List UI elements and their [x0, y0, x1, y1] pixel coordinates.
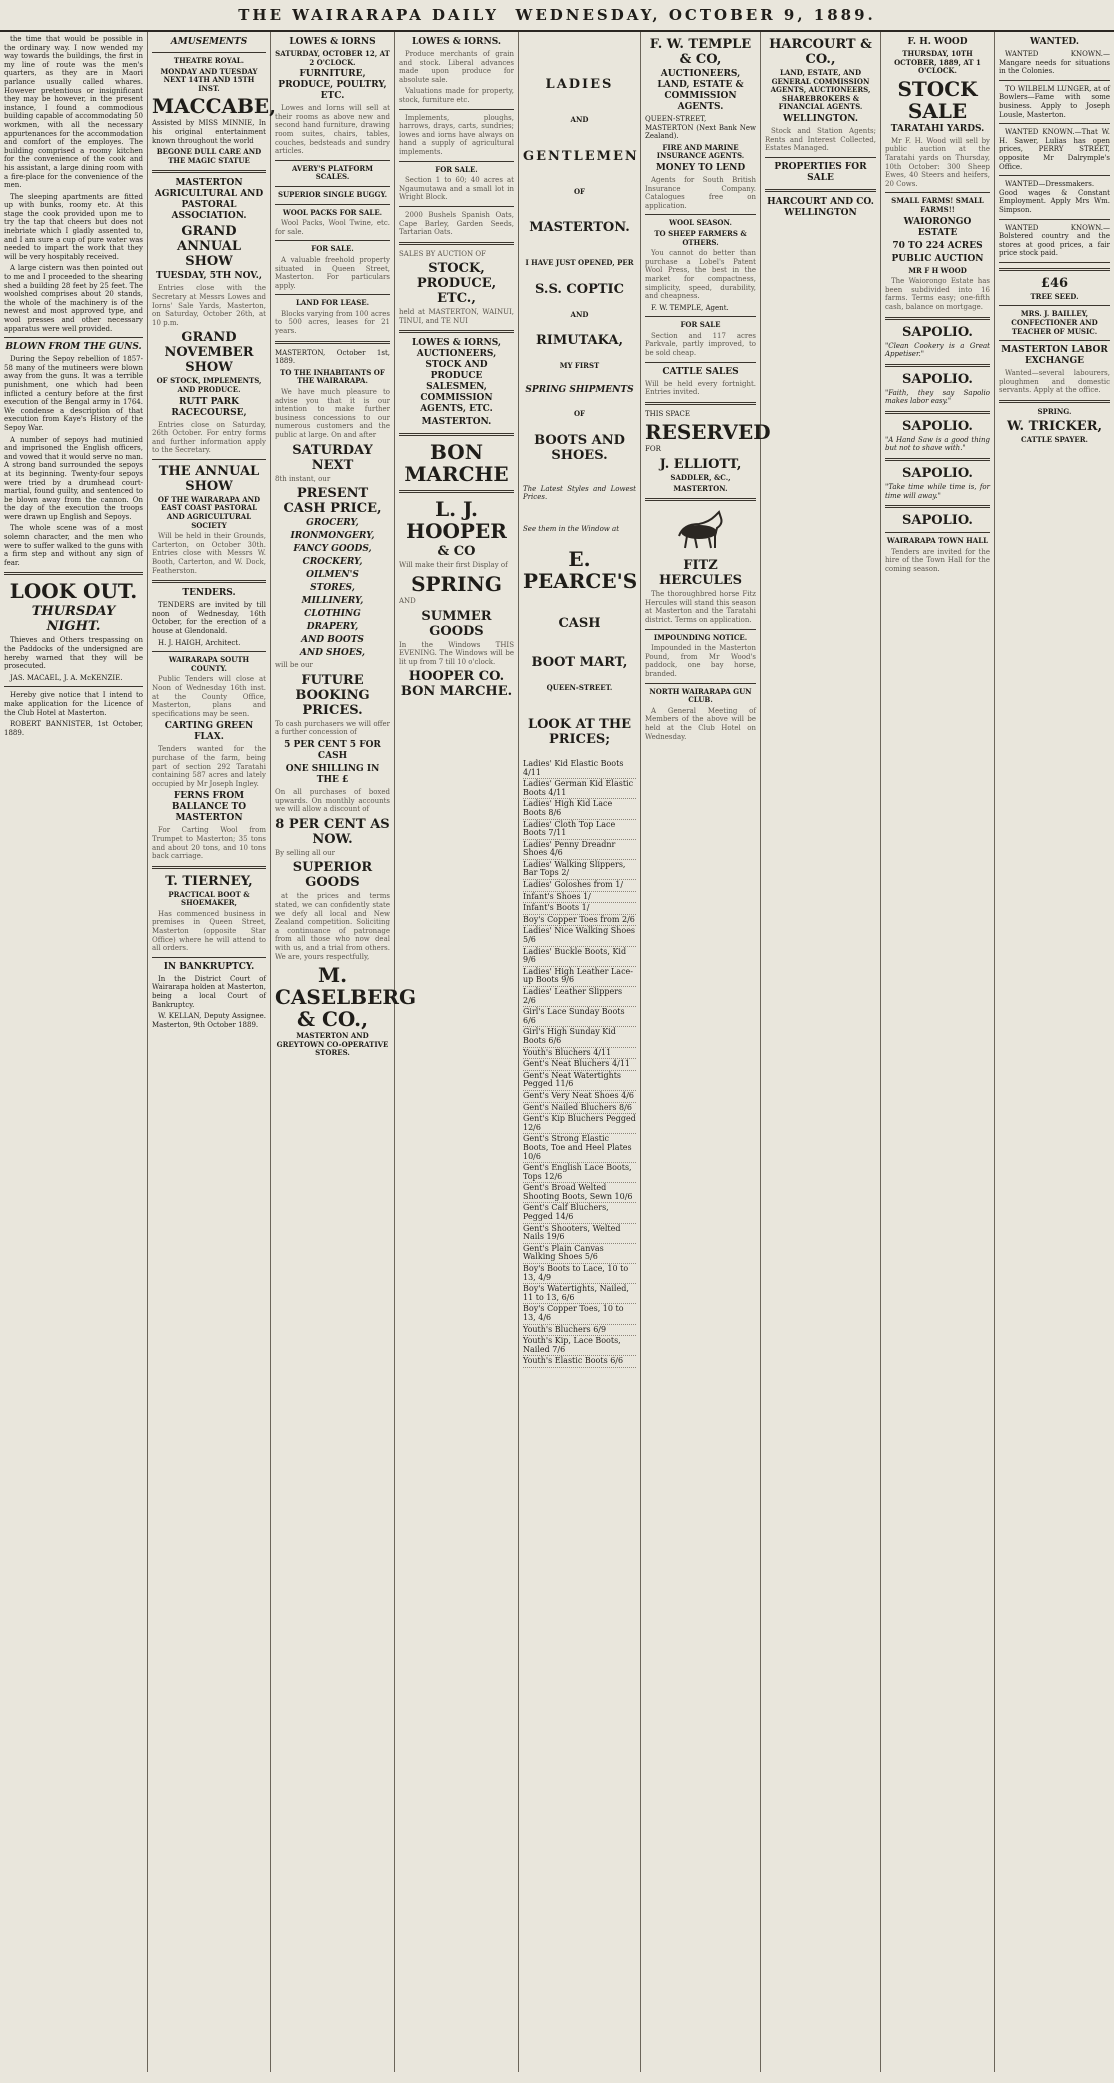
masthead	[0, 0, 1114, 32]
price-item: Infant's Shoes 1/	[523, 892, 636, 904]
column-8: F. H. WOOD THURSDAY, 10TH OCTOBER, 1889, AT 1 O'CLOCK. STOCK SALE TARATAHI YARDS. Mr F. H. Wood will sell by public auction at the Taratahi yards on Thursday, 10th October: 300 Sheep Ewes, 40 Steers and heifers, 20 Cows. SMALL FARMS! SMALL FARMS!! WAIORONGO ESTATE 70 TO 224 ACRES PUBLIC AUCTION MR F H WOOD The Waiorongo Estate has been subdivided into 16 farms. Terms easy; one-fifth cash, balance on mortgage. SAPOLIO. "Clean Cookery is a Great Appetiser." SAPOLIO. "Faith, they say Sapolio makes labor easy." SAPOLIO. "A Hand Saw is a good thing but not to shave with." SAPOLIO. "Take time while time is, for time will away." SAPOLIO. WAIRARAPA TOWN HALL Tenders are invited for the hire of the Town Hall for the coming season.	[881, 32, 995, 2072]
stock-produce: STOCK, PRODUCE, ETC.,	[416, 261, 497, 307]
money-lend: MONEY TO LEND	[655, 162, 746, 173]
wood-mr: MR F H WOOD	[908, 265, 967, 275]
impounding: IMPOUNDING NOTICE.	[653, 632, 748, 642]
article-woolshed	[4, 35, 143, 333]
and-2: AND	[570, 309, 589, 319]
and-1: AND	[570, 115, 589, 124]
tierney-sub: PRACTICAL BOOT & SHOEMAKER,	[168, 889, 250, 908]
paragraph: A number of sepoys had mutinied and imprisoned the English officers, and vowed that it would serve no man. A strong band surrounded the sepoys at its beginning. Twenty-four sepoys were tried by a drumhead court-martial, found guilty, and sentenced to be blown away from the cannon. On the day of the execution the troops were drawn up English and Sepoys.	[4, 435, 143, 521]
price-item: Gent's Calf Bluchers, Pegged 14/6	[523, 1203, 636, 1223]
paragraph: The sleeping apartments are fitted up with bunks, roomy etc. At this stage the cook provided upon me to try the tap that cheers but does not inebriate which I gladly assented to, and I am sure a cup of pure water was needed to impart the work that they will be very hospitably received.	[4, 192, 143, 261]
look-prices: LOOK AT THE PRICES;	[527, 716, 632, 747]
rutt-park: RUTT PARK RACECOURSE,	[171, 396, 247, 418]
caselberg-sub: MASTERTON AND GREYTOWN CO-OPERATIVE STORES.	[276, 1031, 389, 1058]
maccabe-acts: BEGONE DULL CARE AND THE MAGIC STATUE	[156, 147, 262, 165]
cash: CASH	[558, 616, 601, 632]
goods-item: AND SHOES,	[299, 648, 366, 659]
goods-item: MILLINERY,	[301, 596, 364, 607]
temple-title: F. W. TEMPLE & CO,	[649, 37, 752, 67]
price-item: Youth's Bluchers 6/9	[523, 1325, 636, 1337]
reserved-for: FOR	[645, 445, 661, 454]
queen-street: QUEEN-STREET.	[546, 683, 613, 693]
eight-per-cent: 8 PER CENT AS NOW.	[275, 816, 390, 847]
boots-and-shoes: BOOTS AND SHOES.	[534, 432, 625, 463]
wanted-item: WANTED—Dressmakers. Good wages & Constant Employment. Apply Mrs Wm. Simpson.	[999, 180, 1110, 214]
tree-seed: TREE SEED.	[1030, 291, 1079, 301]
wanted-list	[999, 50, 1110, 263]
column-4: LOWES & IORNS. Produce merchants of grain and stock. Liberal advances made upon produce for absolute sale. Valuations made for property, stock, furniture etc. Implements, ploughs, harrows, drays, carts, sundries; lowes and iorns have always on hand a supply of agricultural implements. FOR SALE. Section 1 to 60; 40 acres at Ngaumutawa and a small lot in Wright Block. 2000 Bushels Spanish Oats, Cape Barley, Garden Seeds, Tartarian Oats. SALES BY AUCTION OF STOCK, PRODUCE, ETC., held at MASTERTON, WAINUI, TINUI, and TE NUI LOWES & IORNS, AUCTIONEERS, STOCK AND PRODUCE SALESMEN, COMMISSION AGENTS, ETC. MASTERTON. BON MARCHE L. J. HOOPER & CO Will make their first Display of SPRING AND SUMMER GOODS In the Windows THIS EVENING. The Windows will be lit up from 7 till 10 o'clock. HOOPER CO. BON MARCHE.	[395, 32, 519, 2072]
paragraph: A large cistern was then pointed out to me and I proceeded to the shearing shed a building 28 feet by 25 feet. The woolshed comprises about 20 stands, the whole of the machinery is of the newest and most approved type, and wool presses and other necessary apparatus were well provided.	[4, 264, 143, 333]
hooper: L. J. HOOPER	[406, 497, 507, 544]
caselberg-title: M. CASELBERG & CO.,	[275, 963, 417, 1032]
price-item: Boy's Copper Toes, 10 to 13, 4/6	[523, 1304, 636, 1324]
show-date: TUESDAY, 5TH NOV.,	[156, 271, 262, 282]
price-46: £46	[1040, 275, 1069, 291]
sapolio-quote-3: "A Hand Saw is a good thing but not to shave with."	[885, 435, 990, 453]
annual-show: THE ANNUAL SHOW	[158, 463, 260, 494]
grand-november-sub: OF STOCK, IMPLEMENTS, AND PRODUCE.	[156, 376, 262, 394]
tenders-heading: TENDERS.	[182, 588, 236, 599]
superior-goods: SUPERIOR GOODS	[292, 860, 373, 891]
price-item: Ladies' Nice Walking Shoes 5/6	[523, 926, 636, 946]
price-item: Gent's English Lace Boots, Tops 12/6	[523, 1163, 636, 1183]
gentlemen: GENTLEMEN	[523, 148, 639, 164]
wanted-item: WANTED KNOWN.—Mangare needs for situations in the Colonies.	[999, 50, 1110, 76]
town-hall: WAIRARAPA TOWN HALL	[886, 536, 989, 546]
bankruptcy-heading: IN BANKRUPTCY.	[163, 961, 255, 972]
c5-masterton: MASTERTON.	[529, 220, 630, 236]
hooper-co: & CO	[437, 544, 476, 560]
fitz-hercules: FITZ HERCULES	[658, 558, 743, 589]
for-sale-c4: FOR SALE.	[435, 164, 478, 174]
hooper-foot: HOOPER CO. BON MARCHE.	[400, 669, 513, 700]
article-heading-blown: BLOWN FROM THE GUNS.	[5, 342, 142, 353]
ferns-heading: FERNS FROM BALLANCE TO MASTERTON	[171, 791, 247, 824]
acres: 70 TO 224 ACRES	[892, 240, 983, 251]
for-sale: FOR SALE.	[311, 244, 354, 254]
wanted-heading: WANTED.	[1030, 37, 1079, 47]
price-item: Boy's Watertights, Nailed, 11 to 13, 6/6	[523, 1284, 636, 1304]
price-item: Ladies' Leather Slippers 2/6	[523, 987, 636, 1007]
bon-marche: BON MARCHE	[404, 440, 509, 487]
latest-styles: The Latest Styles and Lowest Prices.	[523, 484, 636, 502]
carting-green-flax: CARTING GREEN FLAX.	[164, 721, 254, 743]
price-item: Boy's Copper Toes from 2/6	[523, 915, 636, 927]
future-booking-prices: FUTURE BOOKING PRICES.	[295, 672, 370, 718]
bankruptcy-text: In the District Court of Wairarapa holden at Masterton, being a local Court of Bankruptcy.	[152, 974, 266, 1009]
column-5	[519, 32, 641, 2072]
column-2: AMUSEMENTS THEATRE ROYAL. MONDAY AND TUESDAY NEXT 14TH AND 15TH INST. MACCABE, Assisted by MISS MINNIE, In his original entertainment known throughout the world BEGONE DULL CARE AND THE MAGIC STATUE MASTERTON AGRICULTURAL AND PASTORAL ASSOCIATION. GRAND ANNUAL SHOW TUESDAY, 5TH NOV., Entries close with the Secretary at Messrs Lowes and Iorns' Sale Yards, Masterton, on Saturday, October 26th, at 10 p.m. GRAND NOVEMBER SHOW OF STOCK, IMPLEMENTS, AND PRODUCE. RUTT PARK RACECOURSE, Entries close on Saturday, 26th October. For entry forms and further information apply to the Secretary. THE ANNUAL SHOW OF THE WAIRARAPA AND EAST COAST PASTORAL AND AGRICULTURAL SOCIETY Will be held in their Grounds, Carterton, on October 30th. Entries close with Messrs W. Booth, Carterton, and W. Dock, Featherston. TENDERS. TENDERS are invited by till noon of Wednesday, 16th October, for the erection of a house at Glendonald. H. J. HAIGH, Architect. WAIRARAPA SOUTH COUNTY. Public Tenders will close at Noon of Wednesday 16th inst. at the County Office, Masterton, plans and specifications may be seen. CARTING GREEN FLAX. Tenders wanted for the purchase of the farm, being part of section 292 Taratahi containing 587 acres and lately occupied by Mr Joseph Ingley. FERNS FROM BALLANCE TO MASTERTON For Carting Wool from Trumpet to Masterton; 35 tons and about 20 tons, and 10 tons back carriage. T. TIERNEY, PRACTICAL BOOT & SHOEMAKER, Has commenced business in premises in Queen Street, Masterton (opposite Star Office) where he will attend to all orders. IN BANKRUPTCY. In the District Court of Wairarapa holden at Masterton, being a local Court of Bankruptcy. W. KELLAN, Deputy Assignee. Masterton, 9th October 1889.	[148, 32, 271, 2072]
temple-address: QUEEN-STREET, MASTERTON (Next Bank New Zealand).	[645, 115, 756, 141]
reserved: RESERVED	[645, 420, 771, 445]
cattle-sales: CATTLE SALES	[662, 366, 739, 377]
price-item: Youth's Kip, Lace Boots, Nailed 7/6	[523, 1336, 636, 1356]
masterton-ag-society: MASTERTON AGRICULTURAL AND PASTORAL ASSOCIATION.	[154, 178, 264, 222]
saturday-next: SATURDAY NEXT	[292, 442, 373, 473]
price-item: Gent's Neat Bluchers 4/11	[523, 1059, 636, 1071]
bankruptcy-sign: W. KELLAN, Deputy Assignee. Masterton, 9th October 1889.	[152, 1012, 266, 1029]
wairarapa-south-county: WAIRARAPA SOUTH COUNTY.	[168, 655, 250, 673]
thursday: THURSDAY, 10TH OCTOBER, 1889, AT 1 O'CLOCK.	[894, 49, 981, 76]
goods-item: CROCKERY,	[302, 557, 363, 568]
grand-november-show: GRAND NOVEMBER SHOW	[164, 330, 254, 376]
lowes-iorns-c4: LOWES & IORNS.	[411, 37, 502, 47]
price-list	[523, 759, 636, 1368]
article-blown	[4, 355, 143, 567]
sapolio-quote-2: "Faith, they say Sapolio makes labor easy."	[885, 388, 990, 406]
boot-mart: BOOT MART,	[531, 655, 628, 671]
of: OF	[573, 186, 586, 196]
column-1	[0, 32, 148, 2072]
harcourt-title: HARCOURT & CO.,	[769, 37, 872, 67]
lookout-sign: JAS. MACAEL, J. A. McKENZIE.	[10, 673, 123, 682]
lookout-sub: THURSDAY NIGHT.	[31, 604, 116, 635]
opened: I HAVE JUST OPENED, PER	[525, 258, 634, 268]
lowes-auctioneers: LOWES & IORNS, AUCTIONEERS, STOCK AND PRODUCE SALESMEN, COMMISSION AGENTS, ETC.	[411, 338, 502, 415]
land-lease: LAND FOR LEASE.	[295, 298, 370, 308]
sapolio-2: SAPOLIO.	[902, 371, 973, 387]
public-auction: PUBLIC AUCTION	[891, 253, 984, 264]
sapolio-5: SAPOLIO.	[902, 513, 973, 529]
see-window: See them in the Window at	[523, 524, 620, 533]
sapolio-4: SAPOLIO.	[902, 466, 973, 482]
spring-shipments: SPRING SHIPMENTS	[525, 384, 634, 395]
price-item: Ladies' High Leather Lace-up Boots 9/6	[523, 967, 636, 987]
price-item: Gent's Kip Bluchers Pegged 12/6	[523, 1114, 636, 1134]
price-item: Gent's Nailed Bluchers 8/6	[523, 1103, 636, 1115]
wood-top: F. H. WOOD	[907, 37, 968, 47]
grand-annual-show: GRAND ANNUAL SHOW	[176, 224, 242, 270]
horse-illustration	[671, 506, 731, 554]
waiorongo: WAIORONGO ESTATE	[903, 216, 972, 238]
maccabe-title: MACCABE,	[152, 94, 277, 119]
sapolio-quote-4: "Take time while time is, for time will away."	[885, 483, 990, 500]
avery-scales: AVERY'S PLATFORM SCALES.	[292, 163, 373, 182]
price-item: Ladies' Walking Slippers, Bar Tops 2/	[523, 860, 636, 880]
price-item: Ladies' Kid Elastic Boots 4/11	[523, 759, 636, 779]
spring: SPRING	[411, 572, 502, 597]
saddler: SADDLER, &C.,	[670, 473, 731, 483]
price-item: Gent's Plain Canvas Walking Shoes 5/6	[523, 1244, 636, 1264]
column-7: HARCOURT & CO., LAND, ESTATE, AND GENERAL COMMISSION AGENTS, AUCTIONEERS, SHAREBROKERS & FINANCIAL AGENTS. WELLINGTON. Stock and Station Agents; Rents and Interest Collected, Estates Managed. PROPERTIES FOR SALE HARCOURT AND CO. WELLINGTON	[761, 32, 881, 2072]
one-shilling: ONE SHILLING IN THE £	[285, 763, 380, 785]
reserved-intro: THIS SPACE	[645, 409, 690, 418]
for-sale-c6: FOR SALE	[680, 320, 721, 330]
theatre-royal: THEATRE ROYAL.	[173, 56, 245, 65]
tricker-sub: CATTLE SPAYER.	[1021, 434, 1088, 444]
lookout-heading: LOOK OUT.	[9, 579, 138, 604]
tenders-text: TENDERS are invited by till noon of Wednesday, 16th October, for the erection of a house at Glendonald.	[152, 601, 266, 635]
taratahi-yards: TARATAHI YARDS.	[890, 123, 985, 134]
price-item: Infant's Boots 1/	[523, 903, 636, 915]
c4-masterton: MASTERTON.	[421, 417, 492, 428]
fire-marine: FIRE AND MARINE INSURANCE AGENTS.	[656, 142, 745, 161]
show-nights: MONDAY AND TUESDAY NEXT 14TH AND 15TH INST.	[160, 66, 258, 93]
stock-sale: STOCK SALE	[897, 76, 978, 123]
price-item: Ladies' Goloshes from 1/	[523, 880, 636, 892]
present-cash-price: PRESENT CASH PRICE,	[283, 486, 382, 517]
pearce: E. PEARCE'S	[523, 547, 638, 594]
saddler-loc: MASTERTON.	[673, 483, 728, 493]
price-item: Girl's High Sunday Kid Boots 6/6	[523, 1027, 636, 1047]
tierney-title: T. TIERNEY,	[165, 873, 253, 889]
wool-packs: WOOL PACKS FOR SALE.	[282, 207, 383, 217]
price-item: Girl's Lace Sunday Boots 6/6	[523, 1007, 636, 1027]
discount-five: 5 PER CENT 5 FOR CASH	[284, 739, 381, 761]
sapolio-quote-1: "Clean Cookery is a Great Appetiser."	[885, 341, 990, 359]
wanted-item: TO WILBELM LUNGER, at of Bowlers—Fame with some business. Apply to Joseph Lousle, Masterton.	[999, 84, 1110, 119]
c5-of: OF	[573, 408, 586, 418]
price-item: Ladies' Penny Dreadnr Shoes 4/6	[523, 840, 636, 860]
goods-item: IRONMONGERY,	[290, 531, 375, 542]
gun-club: NORTH WAIRARAPA GUN CLUB.	[649, 686, 752, 705]
wool-season: WOOL SEASON.	[669, 218, 732, 228]
price-item: Gent's Shooters, Welted Nails 19/6	[523, 1224, 636, 1244]
goods-item: AND BOOTS	[301, 635, 364, 646]
sapolio-1: SAPOLIO.	[902, 324, 973, 340]
licence-notice: Hereby give notice that I intend to make application for the Licence of the Club Hotel at Masterton.	[4, 691, 143, 717]
small-farms: SMALL FARMS! SMALL FARMS!!	[891, 196, 984, 214]
properties-for-sale: PROPERTIES FOR SALE	[774, 161, 867, 183]
sale-date: SATURDAY, OCTOBER 12, AT 2 O'CLOCK.	[275, 49, 390, 67]
price-item: Boy's Boots to Lace, 10 to 13, 4/9	[523, 1264, 636, 1284]
amusements-heading: AMUSEMENTS	[170, 37, 248, 47]
coptic: S.S. COPTIC	[535, 281, 624, 297]
harcourt-foot: HARCOURT AND CO. WELLINGTON	[767, 196, 874, 218]
goods-item: STORES,	[310, 583, 355, 594]
goods-item: OILMEN'S	[306, 570, 359, 581]
elliott: J. ELLIOTT,	[659, 457, 742, 473]
summer-goods: SUMMER GOODS	[421, 608, 492, 639]
date-line: MASTERTON, October 1st, 1889.	[275, 348, 390, 366]
temple-sign: F. W. TEMPLE, Agent.	[651, 303, 729, 312]
price-item: Gent's Strong Elastic Boots, Toe and Heel Plates 10/6	[523, 1134, 636, 1163]
goods-list	[275, 518, 390, 659]
labor-exchange: MASTERTON LABOR EXCHANGE	[1001, 345, 1108, 367]
goods-item: FANCY GOODS,	[293, 544, 372, 555]
harcourt-sub: LAND, ESTATE, AND GENERAL COMMISSION AGENTS, AUCTIONEERS, SHAREBROKERS & FINANCIAL AGENTS.	[770, 68, 871, 112]
ladies: LADIES	[545, 77, 614, 92]
paragraph: The whole scene was of a most solemn character, and the men who were to suffer walked to the guns with a firm step and without any sign of fear.	[4, 524, 143, 567]
price-item: Youth's Elastic Boots 6/6	[523, 1356, 636, 1368]
price-item: Ladies' High Kid Lace Boots 8/6	[523, 799, 636, 819]
tricker: W. TRICKER,	[1006, 418, 1103, 434]
harcourt-wellington: WELLINGTON.	[782, 113, 859, 124]
price-item: Ladies' German Kid Elastic Boots 4/11	[523, 779, 636, 799]
mrs-bailey: MRS. J. BAILLEY, CONFECTIONER AND TEACHER OF MUSIC.	[1011, 309, 1098, 336]
my-first: MY FIRST	[559, 361, 600, 371]
masthead-title: THE WAIRARAPA DAILY	[238, 6, 500, 24]
sapolio-3: SAPOLIO.	[902, 418, 973, 434]
paragraph: the time that would be possible in the ordinary way. I now wended my way towards the buildings, the first in my line of route was the men's quarters, as they are in Maori parlance usually called whares. However pretentious or insignificant they may be however, in the present instance, I found a commodious building capable of accommodating 50 workmen, with all the necessary appurtenances for the accommodation and comfort of the employes. The building comprised a roomy kitchen for the convenience of the cook and his assistant, a large dining room with a fire-place for the convenience of the men.	[4, 35, 143, 190]
annual-show-sub: OF THE WAIRARAPA AND EAST COAST PASTORAL AND AGRICULTURAL SOCIETY	[157, 494, 261, 530]
furniture-heading: FURNITURE, PRODUCE, POULTRY, ETC.	[278, 69, 387, 102]
maccabe-sub: Assisted by MISS MINNIE, In his original entertainment known throughout the world	[152, 119, 266, 145]
column-9: WANTED. WANTED KNOWN.—Mangare needs for situations in the Colonies. TO WILBELM LUNGER, at of Bowlers—Fame with some business. Apply to Joseph Lousle, Masterton. WANTED KNOWN.—That W. H. Sawer, Lulias has open prices, PERRY STREET, opposite Mr Dalrymple's Office. WANTED—Dressmakers. Good wages & Constant Employment. Apply Mrs Wm. Simpson. WANTED KNOWN.—Bolstered country and the stores at good prices, a fair price stock paid. £46 TREE SEED. MRS. J. BAILLEY, CONFECTIONER AND TEACHER OF MUSIC. MASTERTON LABOR EXCHANGE Wanted—several labourers, ploughmen and domestic servants. Apply at the office. SPRING. W. TRICKER, CATTLE SPAYER.	[999, 37, 1110, 444]
wanted-item: WANTED KNOWN.—Bolstered country and the stores at good prices, a fair price stock paid.	[999, 223, 1110, 258]
price-item: Ladies' Cloth Top Lace Boots 7/11	[523, 820, 636, 840]
lookout-text: Thieves and Others trespassing on the Paddocks of the undersigned are hereby warned that they will be prosecuted.	[4, 636, 143, 671]
to-inhabitants: TO THE INHABITANTS OF THE WAIRARAPA.	[280, 367, 385, 386]
spring-c9: SPRING.	[1037, 407, 1072, 417]
price-item: Gent's Broad Welted Shooting Boots, Sewn 10/6	[523, 1183, 636, 1203]
price-item: Ladies' Buckle Boots, Kid 9/6	[523, 947, 636, 967]
masthead-date: WEDNESDAY, OCTOBER 9, 1889.	[515, 6, 876, 24]
goods-item: CLOTHING	[304, 609, 361, 620]
goods-item: DRAPERY,	[306, 622, 359, 633]
temple-sub: AUCTIONEERS, LAND, ESTATE & COMMISSION AGENTS.	[657, 69, 744, 112]
rimutaka: RIMUTAKA,	[535, 333, 624, 349]
column-6: F. W. TEMPLE & CO, AUCTIONEERS, LAND, ESTATE & COMMISSION AGENTS. QUEEN-STREET, MASTERTON (Next Bank New Zealand). FIRE AND MARINE INSURANCE AGENTS. MONEY TO LEND Agents for South British Insurance Company. Catalogues free on application. WOOL SEASON. TO SHEEP FARMERS & OTHERS. You cannot do better than purchase a Lobel's Patent Wool Press, the best in the market for compactness, simplicity, speed, durability, and cheapness. F. W. TEMPLE, Agent. FOR SALE Section and 117 acres Parkvale, partly improved, to be sold cheap. CATTLE SALES Will be held every fortnight. Entries invited. THIS SPACE RESERVED FOR J. ELLIOTT, SADDLER, &C., MASTERTON. FITZ HERCULES The thoroughbred horse Fitz Hercules will stand this season at Masterton and the Taratahi district. Terms on application. IMPOUNDING NOTICE. Impounded in the Masterton Pound, from Mr Wood's paddock, one bay horse, branded. NORTH WAIRARAPA GUN CLUB. A General Meeting of Members of the above will be held at the Club Hotel on Wednesday.	[641, 32, 761, 2072]
price-item: Gent's Very Neat Shoes 4/6	[523, 1091, 636, 1103]
price-item: Gent's Neat Watertights Pegged 11/6	[523, 1071, 636, 1091]
lowes-iorns-top: LOWES & IORNS	[289, 37, 376, 47]
wanted-item: WANTED KNOWN.—That W. H. Sawer, Lulias has open prices, PERRY STREET, opposite Mr Dalrymple's Office.	[999, 128, 1110, 171]
price-item: Youth's Bluchers 4/11	[523, 1048, 636, 1060]
licence-sign: ROBERT BANNISTER, 1st October, 1889.	[4, 720, 143, 737]
superior-buggy: SUPERIOR SINGLE BUGGY.	[277, 189, 388, 199]
paragraph: During the Sepoy rebellion of 1857-58 many of the mutineers were blown away from the guns. It was a terrible punishment, one which had been inflicted a century before at the first execution of the Bengal army in 1764. We condense a description of that execution from Kaye's History of the Sepoy War.	[4, 355, 143, 432]
tenders-sign: H. J. HAIGH, Architect.	[158, 638, 241, 647]
goods-item: GROCERY,	[306, 518, 359, 529]
column-3: LOWES & IORNS SATURDAY, OCTOBER 12, AT 2 O'CLOCK. FURNITURE, PRODUCE, POULTRY, ETC. Lowes and Iorns will sell at their rooms as above new and second hand furniture, drawing room suites, chairs, tables, couches, bedsteads and sundry articles. AVERY'S PLATFORM SCALES. SUPERIOR SINGLE BUGGY. WOOL PACKS FOR SALE. Wool Packs, Wool Twine, etc. for sale. FOR SALE. A valuable freehold property situated in Queen Street, Masterton. For particulars apply. LAND FOR LEASE. Blocks varying from 100 acres to 500 acres, leases for 21 years. MASTERTON, October 1st, 1889. TO THE INHABITANTS OF THE WAIRARAPA. We have much pleasure to advise you that it is our intention to make further business concessions to our numerous customers and the public at large. On and after SATURDAY NEXT 8th instant, our PRESENT CASH PRICE, GROCERY, IRONMONGERY, FANCY GOODS, CROCKERY, OILMEN'S STORES, MILLINERY, CLOTHING DRAPERY, AND BOOTS AND SHOES, will be our FUTURE BOOKING PRICES. To cash purchasers we will offer a further concession of 5 PER CENT 5 FOR CASH ONE SHILLING IN THE £ On all purchases of boxed upwards. On monthly accounts we will allow a discount of 8 PER CENT AS NOW. By selling all our SUPERIOR GOODS at the prices and terms stated, we can confidently state we defy all local and New Zealand competition. Soliciting a continuance of patronage from all those who now deal with us, and a trial from others. We are, yours respectfully, M. CASELBERG & CO., MASTERTON AND GREYTOWN CO-OPERATIVE STORES.	[271, 32, 395, 2072]
sheep-farmers: TO SHEEP FARMERS & OTHERS.	[654, 228, 747, 247]
